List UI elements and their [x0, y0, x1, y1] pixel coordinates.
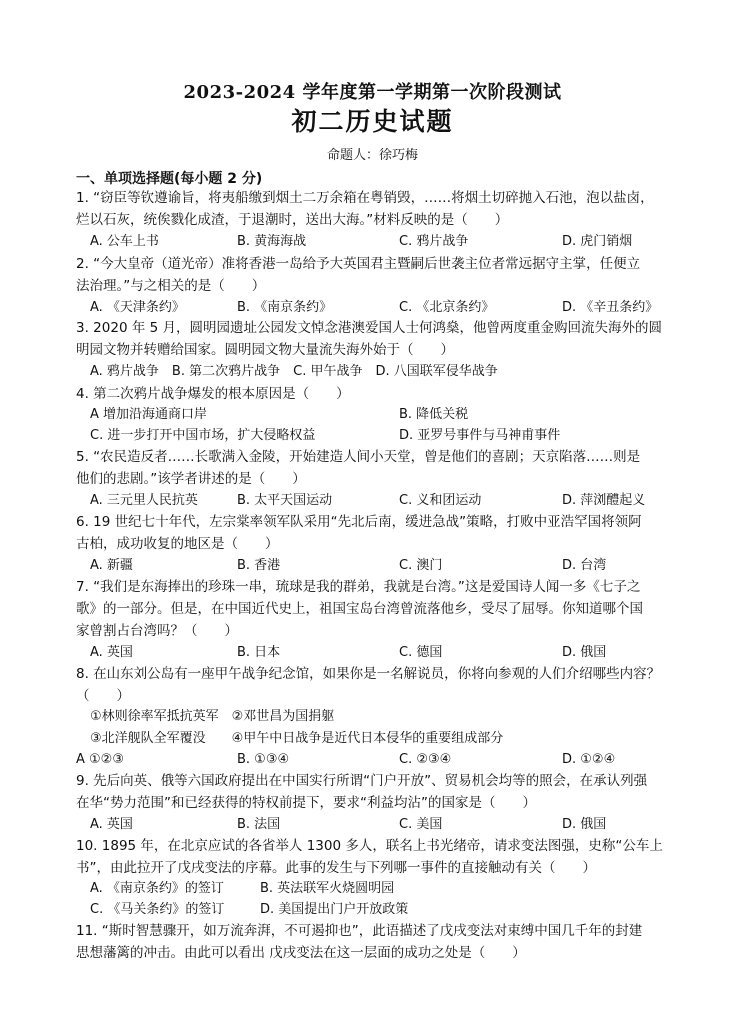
question-9-line-1: 9. 先后向英、俄等六国政府提出在中国实行所谓“门户开放”、贸易机会均等的照会，在承认列强: [76, 773, 648, 789]
question-2-options: [90, 298, 690, 318]
question-8-option-a: A ①②③: [76, 752, 124, 767]
question-1-option-a: A. 公车上书: [90, 234, 159, 249]
question-4-option-d: D. 亚罗号事件与马神甫事件: [399, 428, 561, 443]
question-9-option-c: C. 美国: [399, 817, 443, 832]
question-5-option-c: C. 义和团运动: [399, 493, 482, 508]
question-8-option-b: B. ①③④: [237, 752, 290, 767]
question-6-options: [90, 556, 690, 576]
question-1-option-c: C. 鸦片战争: [399, 234, 469, 249]
question-5-option-b: B. 太平天国运动: [237, 493, 333, 508]
question-10-option-a: A. 《南京条约》的签订: [90, 881, 224, 896]
question-9-option-d: D. 俄国: [562, 817, 607, 832]
question-10-options-row-1: [90, 879, 690, 899]
question-4-option-c: C. 进一步打开中国市场，扩大侵略权益: [90, 428, 316, 443]
question-3-line-1: 3. 2020 年 5 月，圆明园遗址公园发文悼念港澳爱国人士何鸿燊，他曾两度重金购回流失海外的圆: [76, 320, 662, 336]
exam-session-heading: 2023-2024 学年度第一学期第一次阶段测试: [183, 82, 562, 103]
question-8-options: [76, 750, 676, 770]
question-5-option-a: A. 三元里人民抗英: [90, 493, 198, 508]
question-8-items-line-2: ③北洋舰队全军覆没 ④甲午中日战争是近代日本侵华的重要组成部分: [90, 731, 504, 746]
question-5-line-1: 5. “农民造反者……长歌满入金陵，开始建造人间小天堂，曾是他们的喜剧；天京陷落……则是: [76, 449, 641, 465]
question-5-option-d: D. 萍浏醴起义: [562, 493, 646, 508]
question-8-items-line-1: ①林则徐率军抵抗英军 ②邓世昌为国捐躯: [90, 709, 335, 724]
question-8-line-2: （ ）: [76, 688, 130, 704]
question-1-line-2: 烂以石灰，统俟戮化成渣，于退潮时，送出大海。”材料反映的是（ ）: [76, 212, 509, 228]
question-6-option-a: A. 新疆: [90, 558, 133, 573]
question-4-options-row-2: [90, 426, 690, 446]
question-1-option-d: D. 虎门销烟: [562, 234, 633, 249]
question-7-line-1: 7. “我们是东海捧出的珍珠一串，琉球是我的群弟，我就是台湾。”这是爱国诗人闻一多《七子之: [76, 579, 641, 595]
question-4-options-row-1: [90, 405, 690, 425]
question-10-option-b: B. 英法联军火烧圆明园: [260, 881, 395, 896]
question-10-options-row-2: [90, 900, 690, 920]
question-4-option-b: B. 降低关税: [399, 407, 469, 422]
question-4-option-a: A 增加沿海通商口岸: [90, 407, 208, 422]
question-2-option-a: A. 《天津条约》: [90, 300, 185, 315]
question-6-option-c: C. 澳门: [399, 558, 443, 573]
question-7-options: [90, 643, 690, 663]
question-7-option-c: C. 德国: [399, 645, 443, 660]
question-7-option-b: B. 日本: [237, 645, 281, 660]
question-7-line-3: 家曾割占台湾吗？（ ）: [76, 623, 238, 639]
exam-author: 命题人：徐巧梅: [326, 148, 418, 163]
question-10-option-c: C. 《马关条约》的签订: [90, 902, 225, 917]
question-1-options: [90, 232, 690, 252]
question-8-option-c: C. ②③④: [399, 752, 452, 767]
question-8-line-1: 8. 在山东刘公岛有一座甲午战争纪念馆，如果你是一名解说员，你将向参观的人们介绍哪些内容？: [76, 666, 661, 682]
question-9-option-b: B. 法国: [237, 817, 281, 832]
question-1-line-1: 1. “窃臣等钦遵谕旨，将夷船缴到烟土二万余箱在粤销毁，……将烟土切碎抛入石池，泡以盐卤，: [76, 190, 654, 206]
question-2-line-1: 2. “今大皇帝（道光帝）准将香港一岛给予大英国君主暨嗣后世袭主位者常远据守主掌，任便立: [76, 256, 641, 272]
question-6-line-1: 6. 19 世纪七十年代，左宗棠率领军队采用“先北后南，缓进急战”策略，打败中亚浩罕国将领阿: [76, 514, 642, 530]
exam-title: 初二历史试题: [291, 107, 454, 136]
question-2-option-c: C. 《北京条约》: [399, 300, 495, 315]
question-7-option-a: A. 英国: [90, 645, 133, 660]
question-10-line-1: 10. 1895 年，在北京应试的各省举人 1300 多人，联名上书光绪帝，请求变法图强，史称“公车上: [76, 838, 663, 854]
question-5-line-2: 他们的悲剧。”该学者讲述的是（ ）: [76, 471, 306, 487]
question-8-option-d: D. ①②④: [562, 752, 616, 767]
question-6-option-b: B. 香港: [237, 558, 281, 573]
section-heading: 一、单项选择题(每小题 2 分): [76, 171, 263, 187]
question-10-option-d: D. 美国提出门户开放政策: [260, 902, 409, 917]
question-1-option-b: B. 黄海海战: [237, 234, 307, 249]
question-7-option-d: D. 俄国: [562, 645, 607, 660]
question-5-options: [90, 491, 690, 511]
question-3-options: A. 鸦片战争 B. 第二次鸦片战争 C. 甲午战争 D. 八国联军侵华战争: [90, 364, 498, 379]
question-4-line-1: 4. 第二次鸦片战争爆发的根本原因是（ ）: [76, 386, 350, 402]
question-7-line-2: 歌》的一部分。但是，在中国近代史上，祖国宝岛台湾曾流落他乡，受尽了屈辱。你知道哪个国: [76, 601, 643, 617]
question-2-option-b: B. 《南京条约》: [237, 300, 333, 315]
question-11-line-2: 思想藩篱的冲击。由此可以看出 戊戌变法在这一层面的成功之处是（ ）: [76, 945, 526, 961]
question-9-line-2: 在华“势力范围”和已经获得的特权前提下，要求“利益均沾”的国家是（ ）: [76, 795, 536, 811]
question-6-line-2: 古柏，成功收复的地区是（ ）: [76, 536, 279, 552]
question-3-line-2: 明园文物并转赠给国家。圆明园文物大量流失海外始于（ ）: [76, 342, 454, 358]
question-11-line-1: 11. “斯时智慧骤开，如万流奔湃，不可遏抑也”，此语描述了戊戌变法对束缚中国几千年的封建: [76, 923, 643, 939]
question-9-options: [90, 815, 690, 835]
question-6-option-d: D. 台湾: [562, 558, 607, 573]
question-2-line-2: 法治理。”与之相关的是（ ）: [76, 278, 266, 294]
question-10-line-2: 书”，由此拉开了戊戌变法的序幕。此事的发生与下列哪一事件的直接触动有关（ ）: [76, 860, 596, 876]
question-9-option-a: A. 英国: [90, 817, 133, 832]
question-2-option-d: D. 《辛丑条约》: [562, 300, 659, 315]
